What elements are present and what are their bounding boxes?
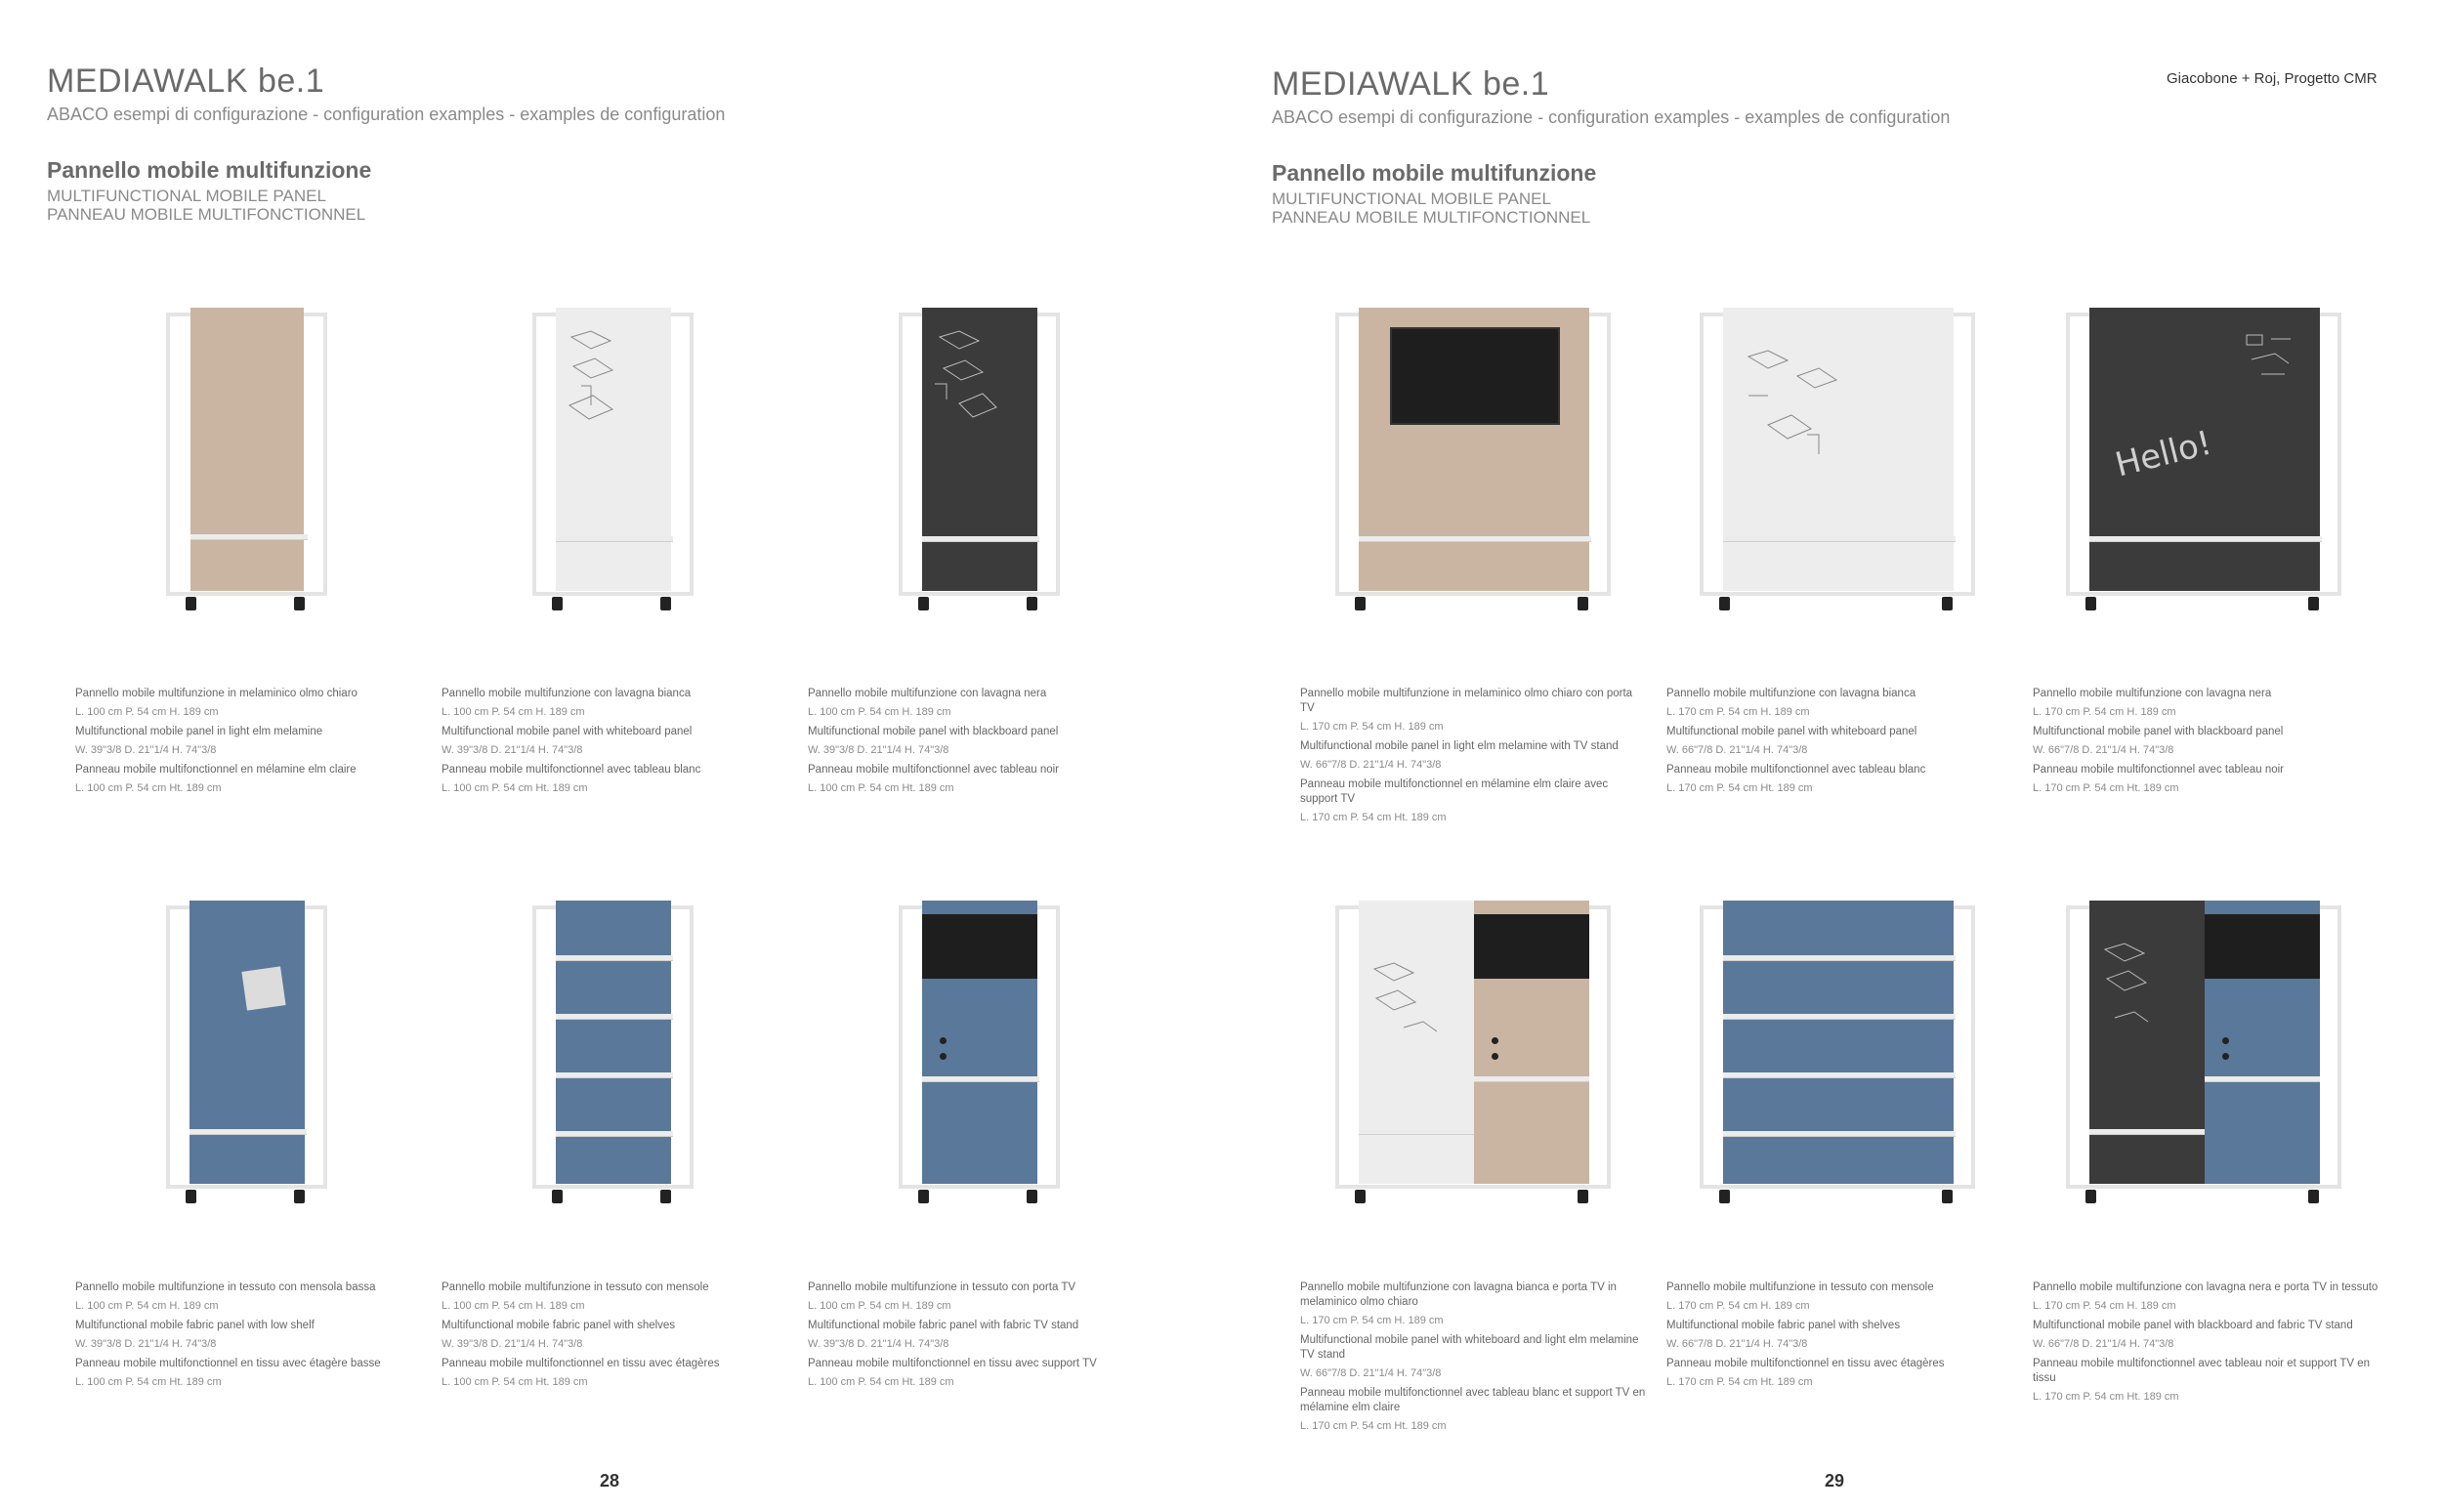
caption-en-dimensions: W. 66"7/8 D. 21"1/4 H. 74"3/8 — [2033, 1338, 2174, 1350]
shelf — [556, 1072, 673, 1078]
cable-hole-icon — [2222, 1053, 2229, 1060]
caster-wheel-icon — [186, 597, 196, 610]
caption-it: Pannello mobile multifunzione con lavagna nera e porta TV in tessuto — [2033, 1281, 2379, 1293]
caption-fr-dimensions: L. 100 cm P. 54 cm Ht. 189 cm — [75, 782, 222, 794]
tv-screen-icon — [1390, 327, 1560, 425]
fabric-panel — [189, 901, 305, 1184]
caption-fr: Panneau mobile multifonctionnel avec tableau noir — [808, 764, 1059, 776]
caption-it-dimensions: L. 100 cm P. 54 cm H. 189 cm — [75, 706, 219, 718]
caster-wheel-icon — [660, 1190, 671, 1203]
section-subtitle-fr: PANNEAU MOBILE MULTIFONCTIONNEL — [47, 205, 366, 224]
caption-en-dimensions: W. 66"7/8 D. 21"1/4 H. 74"3/8 — [1300, 759, 1442, 771]
product-caption — [2033, 687, 2379, 801]
shelf — [556, 536, 673, 542]
caption-en-dimensions: W. 39"3/8 D. 21"1/4 H. 74"3/8 — [442, 1338, 583, 1350]
caption-it: Pannello mobile multifunzione in melaminico olmo chiaro — [75, 688, 358, 699]
caption-fr: Panneau mobile multifonctionnel en mélamine elm claire avec support TV — [1300, 778, 1609, 805]
caption-it-dimensions: L. 170 cm P. 54 cm H. 189 cm — [1666, 706, 1810, 718]
caption-en: Multifunctional mobile panel with whiteboard and light elm melamine TV stand — [1300, 1334, 1639, 1361]
product-caption — [808, 687, 1159, 801]
shelf — [556, 1131, 673, 1137]
cable-hole-icon — [1492, 1053, 1498, 1060]
caption-fr: Panneau mobile multifonctionnel avec tableau noir et support TV en tissu — [2033, 1358, 2371, 1384]
product-image-fabric-tv — [899, 901, 1065, 1223]
pinned-notes-icon — [241, 966, 285, 1010]
shelf — [189, 1129, 307, 1135]
caster-wheel-icon — [660, 597, 671, 610]
caption-it-dimensions: L. 170 cm P. 54 cm H. 189 cm — [1300, 1315, 1444, 1326]
caption-fr-dimensions: L. 170 cm P. 54 cm Ht. 189 cm — [1300, 1420, 1447, 1432]
cable-hole-icon — [2222, 1037, 2229, 1044]
shelf — [1723, 1014, 1956, 1020]
sketch-drawing-icon — [562, 327, 620, 435]
caption-it-dimensions: L. 100 cm P. 54 cm H. 189 cm — [808, 706, 951, 718]
caption-en-dimensions: W. 39"3/8 D. 21"1/4 H. 74"3/8 — [75, 1338, 217, 1350]
caption-en-dimensions: W. 66"7/8 D. 21"1/4 H. 74"3/8 — [2033, 744, 2174, 756]
product-caption — [1300, 687, 1647, 830]
caster-wheel-icon — [186, 1190, 196, 1203]
caster-wheel-icon — [294, 1190, 305, 1203]
caption-it: Pannello mobile multifunzione con lavagna bianca — [442, 688, 692, 699]
caption-it: Pannello mobile multifunzione con lavagna bianca e porta TV in melaminico olmo chiaro — [1300, 1281, 1617, 1308]
product-caption — [75, 1281, 427, 1395]
caption-en: Multifunctional mobile fabric panel with low shelf — [75, 1320, 315, 1331]
caption-en: Multifunctional mobile panel with blackboard and fabric TV stand — [2033, 1320, 2353, 1331]
designer-credit: Giacobone + Roj, Progetto CMR — [2167, 70, 2378, 87]
caster-wheel-icon — [2085, 1190, 2096, 1203]
tv-screen-icon — [2205, 914, 2320, 979]
caster-wheel-icon — [1719, 597, 1730, 610]
cable-hole-icon — [940, 1037, 947, 1044]
caster-wheel-icon — [1942, 597, 1953, 610]
caption-fr-dimensions: L. 170 cm P. 54 cm Ht. 189 cm — [2033, 782, 2179, 794]
caption-en: Multifunctional mobile panel with blackboard panel — [808, 726, 1059, 737]
caption-fr: Panneau mobile multifonctionnel avec tableau blanc — [442, 764, 701, 776]
caption-en-dimensions: W. 39"3/8 D. 21"1/4 H. 74"3/8 — [808, 744, 949, 756]
shelf — [2205, 1076, 2320, 1082]
shelf — [1723, 1072, 1956, 1078]
product-image-blackboard-wide-panel — [2066, 308, 2344, 630]
product-caption — [442, 1281, 793, 1395]
caption-fr-dimensions: L. 100 cm P. 54 cm Ht. 189 cm — [442, 1376, 588, 1388]
page-title: MEDIAWALK be.1 — [1272, 65, 1550, 103]
caster-wheel-icon — [552, 597, 563, 610]
shelf — [1359, 1129, 1474, 1135]
caption-it-dimensions: L. 170 cm P. 54 cm H. 189 cm — [1300, 721, 1444, 733]
caster-wheel-icon — [1719, 1190, 1730, 1203]
sketch-drawing-icon — [2242, 325, 2310, 394]
caster-wheel-icon — [918, 1190, 929, 1203]
cable-hole-icon — [940, 1053, 947, 1060]
caption-it: Pannello mobile multifunzione con lavagna nera — [2033, 688, 2272, 699]
caption-fr: Panneau mobile multifonctionnel en tissu avec étagères — [442, 1358, 720, 1369]
caption-it: Pannello mobile multifunzione con lavagna bianca — [1666, 688, 1916, 699]
caption-it-dimensions: L. 170 cm P. 54 cm H. 189 cm — [2033, 706, 2176, 718]
caption-en: Multifunctional mobile panel with whiteboard panel — [1666, 726, 1917, 737]
caption-it: Pannello mobile multifunzione in tessuto con porta TV — [808, 1281, 1076, 1293]
caster-wheel-icon — [1355, 597, 1366, 610]
product-image-elm-panel — [166, 308, 332, 630]
shelf — [1723, 955, 1956, 961]
shelf — [2089, 536, 2322, 542]
caster-wheel-icon — [552, 1190, 563, 1203]
caption-fr-dimensions: L. 170 cm P. 54 cm Ht. 189 cm — [2033, 1391, 2179, 1403]
product-image-blackboard-fabric-tv — [2066, 901, 2344, 1223]
product-image-fabric-shelves — [532, 901, 698, 1223]
caster-wheel-icon — [1027, 597, 1037, 610]
caster-wheel-icon — [1578, 597, 1588, 610]
caption-en: Multifunctional mobile panel with blackboard panel — [2033, 726, 2284, 737]
product-image-whiteboard-panel — [532, 308, 698, 630]
caption-fr-dimensions: L. 170 cm P. 54 cm Ht. 189 cm — [1666, 1376, 1813, 1388]
caption-it-dimensions: L. 170 cm P. 54 cm H. 189 cm — [2033, 1300, 2176, 1312]
caster-wheel-icon — [1578, 1190, 1588, 1203]
caption-en: Multifunctional mobile panel with whiteboard panel — [442, 726, 693, 737]
caption-fr: Panneau mobile multifonctionnel avec tableau blanc — [1666, 764, 1926, 776]
product-image-fabric-shelves-wide — [1700, 901, 1978, 1223]
section-title: Pannello mobile multifunzione — [1272, 160, 1597, 186]
fabric-panel — [1723, 901, 1954, 1184]
caption-it-dimensions: L. 100 cm P. 54 cm H. 189 cm — [75, 1300, 219, 1312]
shelf — [1723, 1131, 1956, 1137]
caption-fr: Panneau mobile multifonctionnel en mélamine elm claire — [75, 764, 357, 776]
caption-fr: Panneau mobile multifonctionnel en tissu avec support TV — [808, 1358, 1097, 1369]
tv-screen-icon — [922, 914, 1037, 979]
section-subtitle-fr: PANNEAU MOBILE MULTIFONCTIONNEL — [1272, 208, 1591, 227]
caption-en-dimensions: W. 39"3/8 D. 21"1/4 H. 74"3/8 — [75, 744, 217, 756]
product-image-whiteboard-elm-tv — [1335, 901, 1614, 1223]
caption-it-dimensions: L. 100 cm P. 54 cm H. 189 cm — [442, 706, 585, 718]
caption-it: Pannello mobile multifunzione in tessuto con mensole — [442, 1281, 709, 1293]
product-caption — [1300, 1281, 1647, 1439]
caption-en-dimensions: W. 66"7/8 D. 21"1/4 H. 74"3/8 — [1666, 744, 1808, 756]
section-subtitle-en: MULTIFUNCTIONAL MOBILE PANEL — [1272, 189, 1551, 208]
caster-wheel-icon — [294, 597, 305, 610]
caption-it-dimensions: L. 170 cm P. 54 cm H. 189 cm — [1666, 1300, 1810, 1312]
shelf — [1474, 1076, 1589, 1082]
product-image-elm-tv-panel — [1335, 308, 1614, 630]
caption-it: Pannello mobile multifunzione in melaminico olmo chiaro con porta TV — [1300, 688, 1633, 714]
caption-en: Multifunctional mobile panel in light elm melamine with TV stand — [1300, 740, 1619, 752]
caption-en-dimensions: W. 39"3/8 D. 21"1/4 H. 74"3/8 — [442, 744, 583, 756]
fabric-panel — [556, 901, 671, 1184]
caption-fr-dimensions: L. 100 cm P. 54 cm Ht. 189 cm — [442, 782, 588, 794]
sketch-drawing-icon — [1365, 959, 1443, 1057]
caption-en: Multifunctional mobile fabric panel with shelves — [1666, 1320, 1901, 1331]
caption-it-dimensions: L. 100 cm P. 54 cm H. 189 cm — [442, 1300, 585, 1312]
sketch-drawing-icon — [2095, 940, 2173, 1047]
shelf — [922, 1076, 1039, 1082]
caption-en: Multifunctional mobile fabric panel with fabric TV stand — [808, 1320, 1079, 1331]
caption-fr-dimensions: L. 100 cm P. 54 cm Ht. 189 cm — [808, 782, 954, 794]
shelf — [1359, 536, 1591, 542]
sketch-drawing-icon — [1739, 337, 1846, 474]
product-caption — [75, 687, 427, 801]
shelf — [556, 955, 673, 961]
product-image-fabric-low-shelf — [166, 901, 332, 1223]
caster-wheel-icon — [918, 597, 929, 610]
tv-screen-icon — [1474, 914, 1589, 979]
product-image-whiteboard-wide-panel — [1700, 308, 1978, 630]
caption-en: Multifunctional mobile fabric panel with shelves — [442, 1320, 676, 1331]
caption-it: Pannello mobile multifunzione con lavagna nera — [808, 688, 1047, 699]
caption-fr-dimensions: L. 100 cm P. 54 cm Ht. 189 cm — [75, 1376, 222, 1388]
page-title: MEDIAWALK be.1 — [47, 63, 325, 100]
caster-wheel-icon — [2308, 597, 2319, 610]
product-caption — [2033, 1281, 2379, 1409]
blackboard-hello-text: Hello! — [2111, 423, 2216, 485]
caption-it: Pannello mobile multifunzione in tessuto con mensole — [1666, 1281, 1934, 1293]
shelf — [556, 1014, 673, 1020]
product-image-blackboard-panel — [899, 308, 1065, 630]
product-caption — [442, 687, 793, 801]
shelf — [1723, 536, 1956, 542]
shelf — [2089, 1129, 2205, 1135]
caption-en-dimensions: W. 66"7/8 D. 21"1/4 H. 74"3/8 — [1666, 1338, 1808, 1350]
product-caption — [808, 1281, 1159, 1395]
caption-fr-dimensions: L. 170 cm P. 54 cm Ht. 189 cm — [1666, 782, 1813, 794]
page-number: 28 — [600, 1471, 620, 1491]
caption-it-dimensions: L. 100 cm P. 54 cm H. 189 cm — [808, 1300, 951, 1312]
product-caption — [1666, 1281, 2013, 1395]
caption-fr-dimensions: L. 100 cm P. 54 cm Ht. 189 cm — [808, 1376, 954, 1388]
shelf — [922, 536, 1039, 542]
caption-fr: Panneau mobile multifonctionnel en tissu avec étagère basse — [75, 1358, 381, 1369]
caster-wheel-icon — [2308, 1190, 2319, 1203]
elm-panel — [190, 308, 304, 591]
caption-en: Multifunctional mobile panel in light elm melamine — [75, 726, 323, 737]
caption-fr: Panneau mobile multifonctionnel avec tableau blanc et support TV en mélamine elm claire — [1300, 1387, 1646, 1413]
section-subtitle-en: MULTIFUNCTIONAL MOBILE PANEL — [47, 187, 326, 205]
page-number: 29 — [1825, 1471, 1845, 1491]
cable-hole-icon — [1492, 1037, 1498, 1044]
page-subtitle: ABACO esempi di configurazione - configuration examples - examples de configuration — [1272, 107, 1951, 127]
page-29 — [1221, 0, 2442, 1512]
caption-en-dimensions: W. 39"3/8 D. 21"1/4 H. 74"3/8 — [808, 1338, 949, 1350]
caption-it: Pannello mobile multifunzione in tessuto con mensola bassa — [75, 1281, 376, 1293]
caster-wheel-icon — [1027, 1190, 1037, 1203]
caption-fr: Panneau mobile multifonctionnel avec tableau noir — [2033, 764, 2284, 776]
product-caption — [1666, 687, 2013, 801]
caster-wheel-icon — [2085, 597, 2096, 610]
caption-fr-dimensions: L. 170 cm P. 54 cm Ht. 189 cm — [1300, 812, 1447, 823]
sketch-drawing-icon — [930, 325, 998, 433]
section-title: Pannello mobile multifunzione — [47, 157, 372, 183]
caster-wheel-icon — [1942, 1190, 1953, 1203]
caption-en-dimensions: W. 66"7/8 D. 21"1/4 H. 74"3/8 — [1300, 1367, 1442, 1379]
caption-fr: Panneau mobile multifonctionnel en tissu avec étagères — [1666, 1358, 1945, 1369]
page-subtitle: ABACO esempi di configurazione - configuration examples - examples de configuration — [47, 105, 726, 124]
shelf — [190, 534, 308, 540]
caster-wheel-icon — [1355, 1190, 1366, 1203]
